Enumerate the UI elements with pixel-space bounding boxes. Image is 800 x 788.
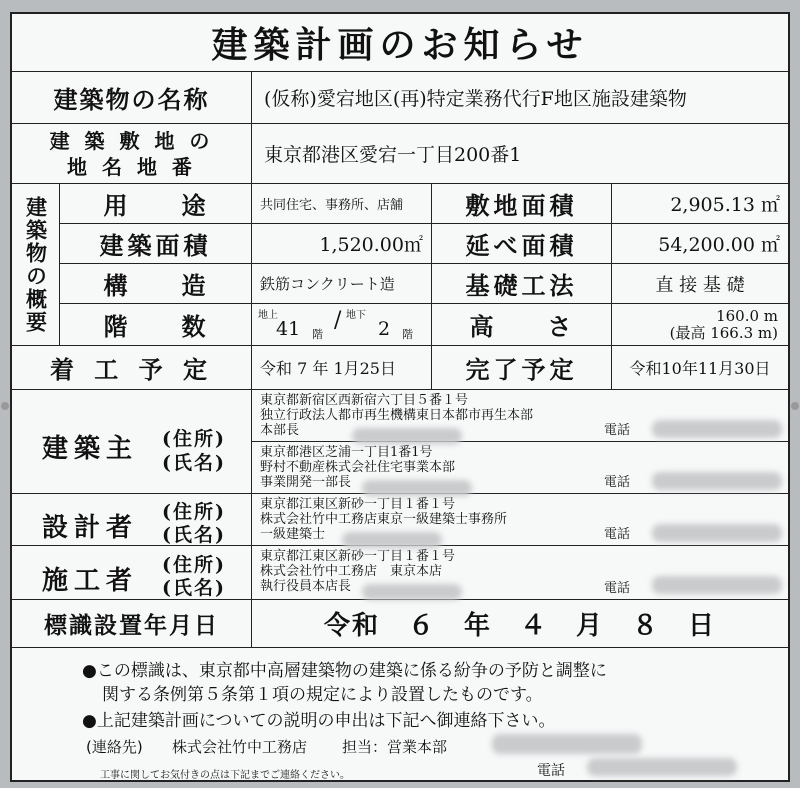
site-area-label: 敷地面積 xyxy=(432,184,612,224)
notice-line-2: 関する条例第５条第１項の規定により設置したものです。 xyxy=(102,685,543,705)
building-area-label: 建築面積 xyxy=(60,224,252,264)
redacted-owner-2-name xyxy=(362,480,472,496)
floors-below-unit: 階 xyxy=(402,328,413,341)
building-name-label: 建築物の名称 xyxy=(12,72,252,124)
foundation-value: 直 接 基 礎 xyxy=(612,264,788,304)
contact-phone-label: 電話 xyxy=(537,763,565,779)
page-title: 建築計画のお知らせ xyxy=(12,14,788,72)
redacted-designer-name xyxy=(342,532,442,548)
floors-above-label: 地上 xyxy=(258,310,278,321)
builder-label xyxy=(12,546,252,600)
owner-1-address: 東京都新宿区西新宿六丁目５番１号 xyxy=(260,393,469,408)
foundation-label: 基礎工法 xyxy=(432,264,612,304)
floors-label: 階 数 xyxy=(60,304,252,346)
designer-title-line: 一級建築士 xyxy=(260,527,326,542)
use-value: 共同住宅、事務所、店舗 xyxy=(252,184,432,224)
contact-label: (連絡先) xyxy=(86,738,143,756)
structure-label: 構 造 xyxy=(60,264,252,304)
builder-sub2: (氏名) xyxy=(162,577,226,599)
site-label-line1: 建 築 敷 地 の xyxy=(49,128,214,153)
redacted-builder-phone xyxy=(652,576,782,594)
redacted-owner-1-phone xyxy=(652,420,782,438)
redacted-contact-phone xyxy=(587,758,737,776)
contact-company: 株式会社竹中工務店 xyxy=(172,738,308,756)
site-value: 東京都港区愛宕一丁目200番1 xyxy=(252,124,788,184)
owner-1-org: 独立行政法人都市再生機構東日本都市再生本部 xyxy=(260,408,534,423)
owner-2-phone-label: 電話 xyxy=(604,475,631,490)
floors-above-unit: 階 xyxy=(312,328,323,341)
designer-label xyxy=(12,494,252,546)
builder-title-line: 執行役員本店長 xyxy=(260,579,352,594)
builder-address: 東京都江東区新砂一丁目１番１号 xyxy=(260,549,456,564)
owner-1-title: 本部長 xyxy=(260,423,300,438)
owner-title: 建築主 xyxy=(42,434,139,464)
building-name-value: (仮称)愛宕地区(再)特定業務代行F地区施設建築物 xyxy=(252,72,788,124)
start-value: 令和 7 年 1月25日 xyxy=(252,346,432,390)
mounting-pin-right xyxy=(791,402,799,410)
owner-2-org: 野村不動産株式会社住宅事業本部 xyxy=(260,460,456,475)
owner-2-title: 事業開発一部長 xyxy=(260,475,352,490)
floor-area-label: 延べ面積 xyxy=(432,224,612,264)
height-label: 高 さ xyxy=(432,304,612,346)
start-label: 着 工 予 定 xyxy=(12,346,252,390)
owner-2-address: 東京都港区芝浦一丁目1番1号 xyxy=(260,445,433,460)
height-main: 160.0 m xyxy=(716,306,778,325)
footer-note: 工事に関してお気付きの点は下記までご連絡ください。 xyxy=(100,770,350,781)
builder-sub1: (住所) xyxy=(162,554,226,576)
height-value xyxy=(612,304,788,346)
owner-label xyxy=(12,390,252,494)
designer-title: 設計者 xyxy=(42,513,139,543)
floors-value xyxy=(252,304,432,346)
builder-title: 施工者 xyxy=(42,566,139,596)
designer-org: 株式会社竹中工務店東京一級建築士事務所 xyxy=(260,512,508,527)
contact-person: 担当：営業本部 xyxy=(342,738,448,756)
structure-value: 鉄筋コンクリート造 xyxy=(252,264,432,304)
notice-line-1: ●この標識は、東京都中高層建築物の建築に係る紛争の予防と調整に xyxy=(82,661,607,681)
height-max: (最高 166.3 m) xyxy=(669,323,778,342)
floors-above-value: 41 xyxy=(276,318,301,340)
overview-label: 建築物の概要 xyxy=(12,184,60,346)
owner-1-phone-label: 電話 xyxy=(604,423,631,438)
sign-date-label: 標識設置年月日 xyxy=(12,600,252,648)
redacted-owner-1-name xyxy=(352,428,462,444)
floor-area-value: 54,200.00 ㎡ xyxy=(612,224,788,264)
redacted-builder-name xyxy=(362,584,462,600)
floors-divider: / xyxy=(334,308,342,333)
designer-sub2: (氏名) xyxy=(162,524,226,546)
mounting-pin-left xyxy=(1,402,9,410)
sign-board xyxy=(10,12,790,782)
designer-sub1: (住所) xyxy=(162,501,226,523)
site-label xyxy=(12,124,252,184)
redacted-owner-2-phone xyxy=(652,472,782,490)
building-area-value: 1,520.00㎡ xyxy=(252,224,432,264)
completion-value: 令和10年11月30日 xyxy=(612,346,788,390)
designer-address: 東京都江東区新砂一丁目１番１号 xyxy=(260,497,456,512)
owner-sub2: (氏名) xyxy=(162,452,226,474)
completion-label: 完了予定 xyxy=(432,346,612,390)
use-label: 用 途 xyxy=(60,184,252,224)
builder-org: 株式会社竹中工務店 東京本店 xyxy=(260,564,443,579)
redacted-contact-person xyxy=(492,734,642,754)
floors-below-value: 2 xyxy=(378,318,391,340)
designer-phone-label: 電話 xyxy=(604,527,631,542)
owner-sub1: (住所) xyxy=(162,428,226,450)
site-label-line2: 地 名 地 番 xyxy=(67,154,196,179)
builder-phone-label: 電話 xyxy=(604,581,631,596)
site-area-value: 2,905.13 ㎡ xyxy=(612,184,788,224)
sign-date-value: 令和 ６ 年 ４ 月 ８ 日 xyxy=(252,600,788,648)
floors-below-label: 地下 xyxy=(346,310,366,321)
redacted-designer-phone xyxy=(652,524,782,542)
notice-line-3: ●上記建築計画についての説明の申出は下記へ御連絡下さい。 xyxy=(82,711,556,731)
